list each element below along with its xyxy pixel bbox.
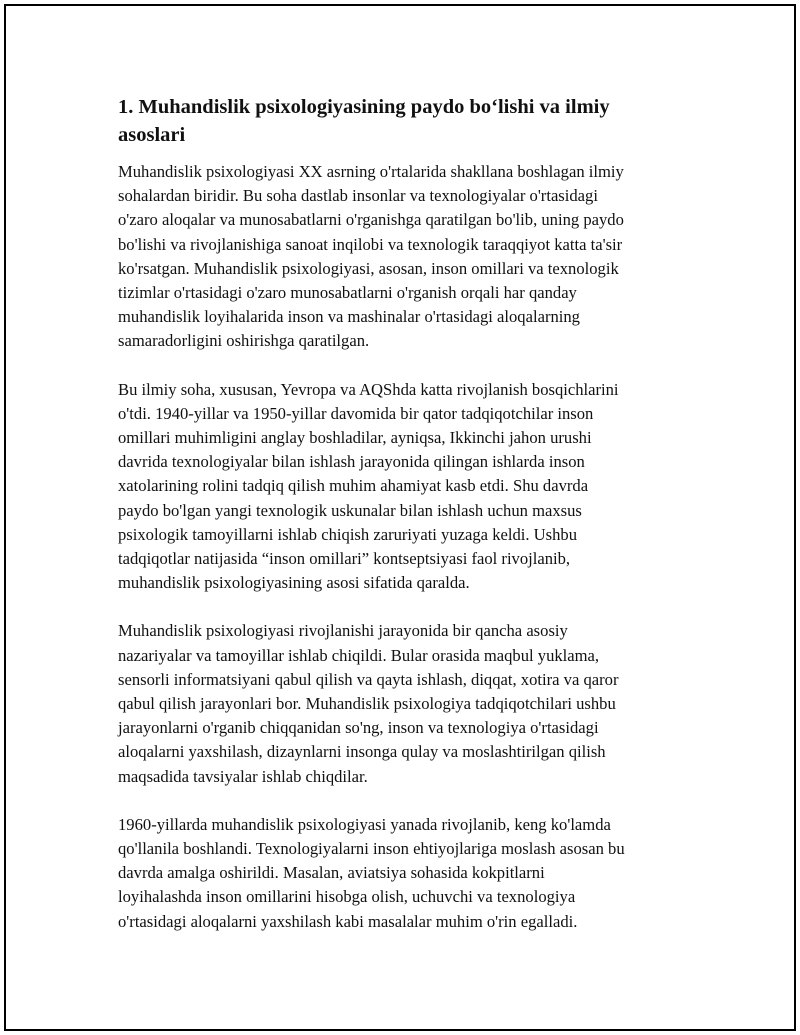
text-line: tadqiqotlar natijasida “inson omillari” kontseptsiyasi faol rivojlanib, [118, 549, 571, 569]
text-line: qo'llanila boshlandi. Texnologiyalarni inson ehtiyojlariga moslash asosan bu [118, 839, 625, 859]
text-line: tizimlar o'rtasidagi o'zaro munosabatlarni o'rganish orqali har qanday [118, 283, 577, 303]
paragraph [118, 160, 688, 354]
text-line: davrda amalga oshirildi. Masalan, aviatsiya sohasida kokpitlarni [118, 863, 545, 883]
text-line: muhandislik loyihalarida inson va mashinalar o'rtasidagi aloqalarning [118, 307, 580, 327]
text-line: o'tdi. 1940-yillar va 1950-yillar davomida bir qator tadqiqotchilar inson [118, 403, 594, 423]
text-line: omillari muhimligini anglay boshladilar, ayniqsa, Ikkinchi jahon urushi [118, 428, 592, 448]
heading-line: asoslari [118, 124, 186, 146]
text-line: ko'rsatgan. Muhandislik psixologiyasi, asosan, inson omillari va texnologik [118, 258, 619, 278]
document-body [118, 93, 688, 958]
text-line: o'zaro aloqalar va munosabatlarni o'rganishga qaratilgan bo'lib, uning paydo [118, 210, 624, 230]
text-line: qabul qilish jarayonlari bor. Muhandislik psixologiya tadqiqotchilari ushbu [118, 694, 616, 714]
text-line: sensorli informatsiyani qabul qilish va qayta ishlash, diqqat, xotira va qaror [118, 669, 619, 689]
text-line: Muhandislik psixologiyasi XX asrning o'rtalarida shakllana boshlagan ilmiy [118, 162, 624, 181]
text-line: Muhandislik psixologiyasi rivojlanishi jarayonida bir qancha asosiy [118, 621, 568, 641]
text-line: sohalardan biridir. Bu soha dastlab insonlar va texnologiyalar o'rtasidagi [118, 186, 598, 206]
text-line: muhandislik psixologiyasining asosi sifatida qaraldа. [118, 573, 470, 593]
text-line: bo'lishi va rivojlanishiga sanoat inqilobi va texnologik taraqqiyot katta ta'sir [118, 234, 623, 254]
text-line: aloqalarni yaxshilash, dizaynlarni insonga qulay va moslashtirilgan qilish [118, 742, 606, 762]
text-line: maqsadida tavsiyalar ishlab chiqdilar. [118, 766, 368, 786]
text-line: 1960-yillarda muhandislik psixologiyasi yanada rivojlanib, keng ko'lamda [118, 814, 611, 834]
text-line: Bu ilmiy soha, xususan, Yevropa va AQShda katta rivojlanish bosqichlarini [118, 379, 619, 399]
text-line: jarayonlarni o'rganib chiqqanidan so'ng, inson va texnologiya o'rtasidagi [118, 718, 599, 738]
text-line: nazariyalar va tamoyillar ishlab chiqildi. Bular orasida maqbul yuklama, [118, 645, 600, 665]
text-line: samaradorligini oshirishga qaratilgan. [118, 331, 370, 351]
text-line: paydo bo'lgan yangi texnologik uskunalar bilan ishlash uchun maxsus [118, 500, 582, 520]
text-line: davrida texnologiyalar bilan ishlash jarayonida qilingan ishlarda inson [118, 452, 585, 472]
heading-line: 1. Muhandislik psixologiyasining paydo bo‘lishi va ilmiy [118, 96, 610, 118]
text-line: xatolarining rolini tadqiq qilish muhim ahamiyat kasb etdi. Shu davrda [118, 476, 589, 496]
paragraph [118, 619, 688, 788]
text-line: loyihalashda inson omillarini hisobga olish, uchuvchi va texnologiya [118, 887, 576, 907]
paragraph [118, 813, 688, 934]
paragraph [118, 378, 688, 596]
text-line: psixologik tamoyillarni ishlab chiqish zaruriyati yuzaga keldi. Ushbu [118, 524, 578, 544]
text-line: o'rtasidagi aloqalarni yaxshilash kabi masalalar muhim o'rin egalladi. [118, 911, 578, 931]
section-heading [118, 93, 688, 149]
